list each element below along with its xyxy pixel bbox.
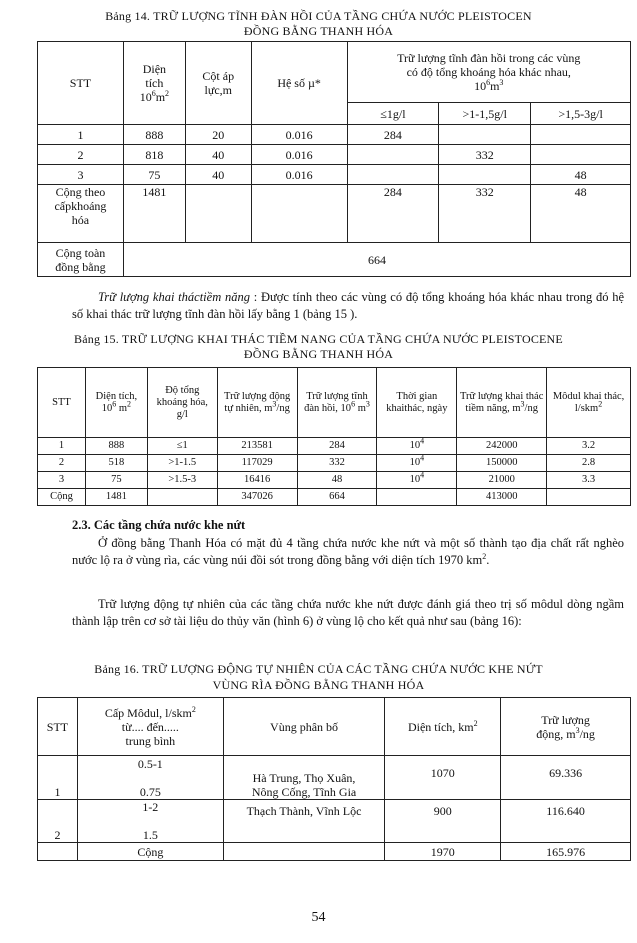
header-area: Diện tích $10^6m^2$ [123,42,185,125]
paragraph-fracture: Ở đồng bằng Thanh Hóa có mặt đủ 4 tầng chứa nước khe nứt và một số thành tạo địa chất rất nghèo nước lộ ra ở vùng rìa, các vùng núi đồi sót trong đồng bằng với diện tích 1970 $km^2$. [72,536,624,567]
table-15 [37,367,631,506]
header-time: Thời gian khaithác, ngày [377,368,457,438]
header-exploit: Trữ lượng khai thác tiềm năng, $m^3/ng$ [457,368,547,438]
table-row-sum: Cộng 1970 165.976 [38,843,631,861]
header-module: Môdul khai thác, l/skm$^2$ [547,368,631,438]
header-pressure: Cột áp lực,m [185,42,251,125]
table-row-sum: Cộng 1481 347026 664 413000 [38,489,631,506]
table-row: 2 1-2 1.5 Thạch Thành, Vĩnh Lộc 900 116.640 [38,800,631,843]
table-14 [37,41,631,277]
table14-caption: Bảng 14. TRỮ LƯỢNG TĨNH ĐÀN HỒI CỦA TẦNG CHỨA NƯỚC PLEISTOCEN [105,9,532,23]
table16-caption-sub: VÙNG RÌA ĐỒNG BẰNG THANH HÓA [212,678,425,692]
header-region: Vùng phân bố [223,698,385,756]
table-row: 1 0.5-1 0.75 Hà Trung, Thọ Xuân, Nông Cống, Tĩnh Gia 1070 69.336 [38,756,631,800]
header-coef: Hệ số µ* [251,42,347,125]
header-sub2: >1-1,5g/l [439,103,531,125]
table-row: 2 818 40 0.016 332 [38,145,631,165]
table14-caption-sub: ĐỒNG BẰNG THANH HÓA [243,24,394,38]
header-dynamic: Trữ lượng động tự nhiên, $m^3/ng$ [217,368,297,438]
header-tds: Độ tổng khoáng hóa, g/l [147,368,217,438]
paragraph-dynamic: Trữ lượng động tự nhiên của các tầng chứa nước khe nứt được đánh giá theo trị số môdul dòng ngầm thành lập trên cơ sở tài liệu do thủy văn (hình 6) ở vùng lộ cho kết quả như sau (bảng 16): [72,597,624,628]
header-area: Diện tích, $10^6$ $m^2$ [85,368,147,438]
section-title: 2.3. Các tầng chứa nước khe nứt [72,518,246,532]
paragraph-potential: Trữ lượng khai tháctiềm năng : Được tính theo các vùng có độ tổng khoáng hóa khác nhau trong đó hệ số khai thác trữ lượng tĩnh đàn hồi lấy bằng 1 (bảng 15 ). [72,290,625,321]
table-row: 2 518 >1-1.5 117029 332 $10^4$ 150000 2.8 [38,455,631,472]
table-row-total: Cộng toàn đồng bằng 664 [38,243,631,277]
header-reserve: Trữ lượng động, $m^3/ng$ [501,698,631,756]
header-stt: STT [38,368,86,438]
table16-caption: Bảng 16. TRỮ LƯỢNG ĐỘNG TỰ NHIÊN CỦA CÁC TẦNG CHỨA NƯỚC KHE NỨT [94,662,543,676]
table-row-sum: Cộng theo cấpkhoáng hóa 1481 284 332 48 [38,185,631,243]
header-area: Diện tích, $km^2$ [385,698,501,756]
table15-caption: Bảng 15. TRỮ LƯỢNG KHAI THÁC TIỀM NANG CỦA TẦNG CHỨA NƯỚC PLEISTOCENE [74,332,563,346]
table-row: 1 888 ≤1 213581 284 $10^4$ 242000 3.2 [38,438,631,455]
header-module: Cấp Môdul, l/skm$^2$ từ.... đến..... trung bình [77,698,223,756]
table-row: 3 75 >1.5-3 16416 48 $10^4$ 21000 3.3 [38,472,631,489]
header-stt: STT [38,42,124,125]
table15-caption-sub: ĐỒNG BẰNG THANH HÓA [243,347,394,361]
header-reserve: Trữ lượng tĩnh đàn hồi trong các vùng có độ tổng khoáng hóa khác nhau, $10^6m^3$ [347,42,630,103]
header-stt: STT [38,698,78,756]
header-sub1: ≤1g/l [347,103,439,125]
table-16 [37,697,631,861]
table-row: 1 888 20 0.016 284 [38,125,631,145]
header-sub3: >1,5-3g/l [531,103,631,125]
header-static: Trữ lượng tĩnh đàn hồi, $10^6$ $m^3$ [297,368,377,438]
table-row: 3 75 40 0.016 48 [38,165,631,185]
page-number: 54 [311,910,326,925]
